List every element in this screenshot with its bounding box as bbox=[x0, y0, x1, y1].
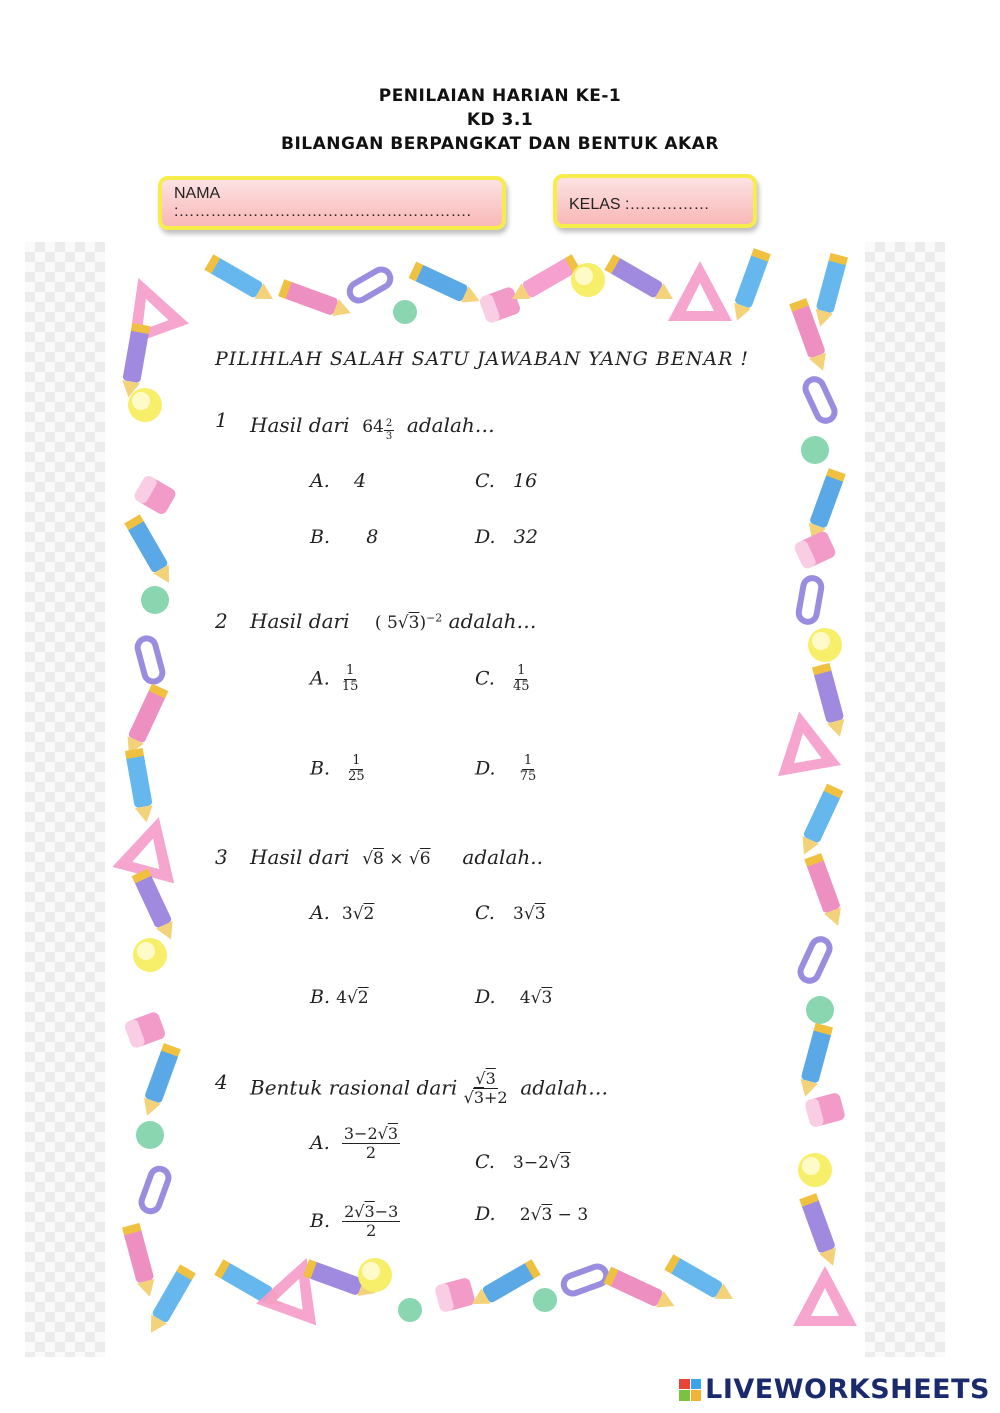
ball-icon bbox=[571, 263, 605, 297]
liveworksheets-mark-icon bbox=[679, 1379, 701, 1401]
pencil-icon bbox=[799, 1193, 841, 1269]
pencil-icon bbox=[604, 1267, 679, 1315]
pencil-icon bbox=[508, 254, 581, 307]
ball-icon bbox=[133, 938, 167, 972]
pencil-icon bbox=[204, 254, 277, 307]
sharpener-icon bbox=[398, 1298, 422, 1322]
sharpener-icon bbox=[801, 436, 829, 464]
sharpener-icon bbox=[533, 1288, 557, 1312]
question-4-text: Bentuk rasional dari $\frac{√3}{√3+2}$ adalah… bbox=[250, 1069, 609, 1108]
eraser-icon bbox=[123, 1011, 166, 1050]
kelas-field[interactable] bbox=[553, 174, 757, 228]
question-3-number: 3 bbox=[215, 845, 228, 869]
q3-option-b[interactable]: B. 4√2 bbox=[310, 986, 369, 1008]
question-2-number: 2 bbox=[215, 609, 228, 633]
header-line-3: BILANGAN BERPANGKAT DAN BENTUK AKAR bbox=[281, 134, 719, 154]
pencil-icon bbox=[796, 784, 844, 859]
paperclip-icon bbox=[797, 577, 822, 623]
question-2-text: Hasil dari ( 5√3)$^{-2}$ adalah… bbox=[250, 609, 537, 633]
pencil-icon bbox=[811, 253, 848, 329]
q2-option-c[interactable]: C. $\frac{1}{45}$ bbox=[475, 663, 530, 694]
q1-option-b[interactable]: B. 8 bbox=[310, 526, 379, 548]
pencil-icon bbox=[121, 684, 169, 759]
paperclip-icon bbox=[139, 1166, 171, 1214]
ruler-triangle-icon bbox=[793, 1266, 857, 1326]
pencil-icon bbox=[409, 262, 484, 310]
q1-option-a[interactable]: A. 4 bbox=[310, 470, 367, 492]
q1-option-c[interactable]: C. 16 bbox=[475, 470, 538, 492]
pencil-icon bbox=[796, 1023, 833, 1099]
paperclip-icon bbox=[561, 1264, 609, 1296]
ruler-triangle-icon bbox=[112, 809, 189, 884]
q3-option-a[interactable]: A. 3√2 bbox=[310, 902, 375, 924]
nama-label: NAMA :………………………………………………. bbox=[174, 185, 471, 220]
eraser-icon bbox=[804, 1092, 846, 1128]
question-1-number: 1 bbox=[215, 408, 228, 432]
paperclip-icon bbox=[136, 636, 165, 683]
instruction: PILIHLAH SALAH SATU JAWABAN YANG BENAR ! bbox=[215, 348, 750, 370]
pencil-icon bbox=[729, 248, 771, 324]
q2-option-a[interactable]: A. $\frac{1}{15}$ bbox=[310, 663, 359, 694]
sharpener-icon bbox=[136, 1121, 164, 1149]
eraser-icon bbox=[132, 474, 177, 516]
pencil-icon bbox=[664, 1254, 737, 1307]
pencil-icon bbox=[804, 853, 846, 929]
liveworksheets-logo: LIVEWORKSHEETS bbox=[679, 1374, 990, 1405]
pencil-icon bbox=[278, 279, 354, 321]
paperclip-icon bbox=[798, 936, 833, 983]
paperclip-icon bbox=[346, 266, 393, 304]
question-1-expression: 64 $\frac{2}{3}$ bbox=[362, 417, 393, 442]
question-2-expression: ( 5√3)$^{-2}$ bbox=[374, 611, 443, 633]
question-1-text: Hasil dari 64 $\frac{2}{3}$ adalah… bbox=[250, 413, 495, 442]
kelas-label: KELAS :…………… bbox=[569, 196, 710, 213]
paperclip-icon bbox=[803, 376, 838, 423]
header-line-1: PENILAIAN HARIAN KE-1 bbox=[378, 86, 622, 106]
question-4-expression: $\frac{√3}{√3+2}$ bbox=[463, 1069, 508, 1108]
ball-icon bbox=[358, 1258, 392, 1292]
pencil-icon bbox=[122, 1223, 159, 1299]
checker-left bbox=[25, 242, 105, 1357]
sharpener-icon bbox=[806, 996, 834, 1024]
pencil-icon bbox=[468, 1259, 541, 1312]
ruler-triangle-icon bbox=[668, 261, 732, 321]
question-4-number: 4 bbox=[215, 1070, 228, 1094]
q4-option-b[interactable]: B. $\frac{2√3-3}{2}$ bbox=[310, 1202, 399, 1241]
ball-icon bbox=[808, 628, 842, 662]
pencil-icon bbox=[124, 514, 177, 587]
q3-option-c[interactable]: C. 3√3 bbox=[475, 902, 546, 924]
nama-field[interactable] bbox=[158, 176, 506, 230]
q3-option-d[interactable]: D. 4√3 bbox=[475, 986, 553, 1008]
q2-option-b[interactable]: B. $\frac{1}{25}$ bbox=[310, 753, 365, 784]
q4-option-d[interactable]: D. 2√3 − 3 bbox=[475, 1203, 589, 1225]
eraser-icon bbox=[793, 530, 837, 571]
q1-option-d[interactable]: D. 32 bbox=[475, 526, 538, 548]
pencil-icon bbox=[812, 663, 849, 739]
question-3-expression: √8 × √6 bbox=[362, 849, 431, 869]
pencil-icon bbox=[120, 323, 151, 399]
pencil-icon bbox=[604, 254, 677, 307]
checker-right bbox=[865, 242, 945, 1357]
ball-icon bbox=[128, 388, 162, 422]
pencil-icon bbox=[125, 748, 156, 824]
ball-icon bbox=[798, 1153, 832, 1187]
sharpener-icon bbox=[393, 300, 417, 324]
q4-option-c[interactable]: C. 3−2√3 bbox=[475, 1151, 571, 1173]
pencil-icon bbox=[139, 1043, 181, 1119]
eraser-icon bbox=[478, 286, 521, 325]
q4-option-a[interactable]: A. $\frac{3-2√3}{2}$ bbox=[310, 1124, 399, 1163]
sharpener-icon bbox=[141, 586, 169, 614]
eraser-icon bbox=[434, 1277, 476, 1313]
question-3-text: Hasil dari √8 × √6 adalah.. bbox=[250, 845, 543, 869]
q2-option-d[interactable]: D. $\frac{1}{75}$ bbox=[475, 753, 537, 784]
header-line-2: KD 3.1 bbox=[466, 110, 534, 130]
